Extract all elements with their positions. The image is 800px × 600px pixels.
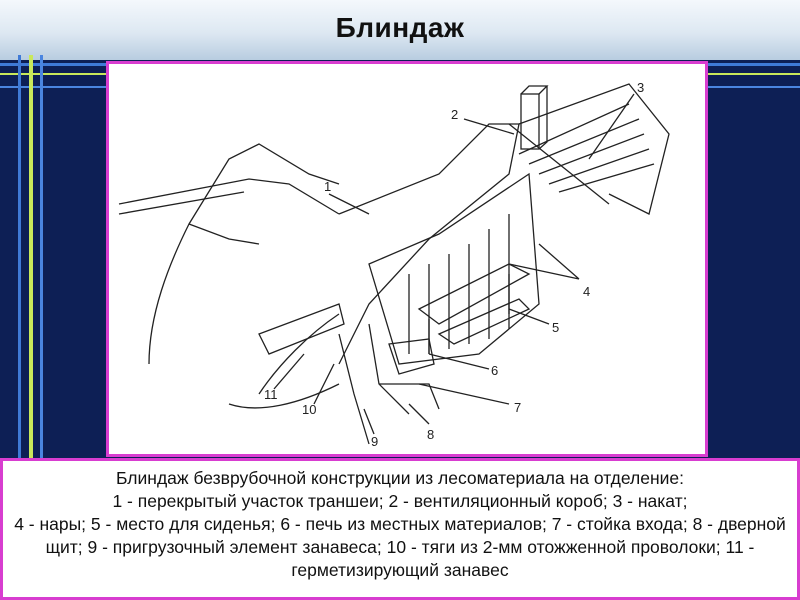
- deco-stripe-vertical-2: [29, 55, 33, 460]
- bunks: [419, 264, 529, 324]
- caption-text: Блиндаж безврубочной конструкции из лесоматериала на отделение: 1 - перекрытый участок траншеи; 2 - вентиляционный короб; 3 - накат; 4 - нары; 5 - место для сиденья; 6 - печь из местных материалов; 7 - стойка входа; 8 - дверной щит; 9 - пригрузочный элемент занавеса; 10 - тяги из 2-мм отожженной проволоки; 11 - герметизирующий занавес: [14, 468, 786, 580]
- dugout-drawing: [109, 64, 705, 454]
- label-2: 2: [451, 107, 459, 122]
- label-5: 5: [552, 320, 560, 335]
- seat: [439, 299, 529, 344]
- slide-title: Блиндаж: [335, 12, 465, 43]
- label-6: 6: [491, 363, 499, 378]
- label-4: 4: [583, 284, 591, 299]
- caption-box: [0, 458, 800, 600]
- label-9: 9: [371, 434, 379, 449]
- label-7: 7: [514, 400, 522, 415]
- sealing-curtain: [259, 304, 344, 354]
- deco-stripe-vertical-3: [40, 55, 43, 460]
- label-10: 10: [302, 402, 317, 417]
- label-11: 11: [264, 387, 278, 402]
- drawing-frame: [106, 61, 708, 457]
- label-8: 8: [427, 427, 435, 442]
- roof-logs: [519, 84, 669, 214]
- stove: [389, 339, 434, 374]
- ground-mound-outline: [149, 144, 339, 364]
- label-1: 1: [324, 179, 332, 194]
- label-3: 3: [637, 80, 645, 95]
- interior-chamber: [369, 174, 539, 364]
- deco-stripe-vertical-1: [18, 55, 21, 460]
